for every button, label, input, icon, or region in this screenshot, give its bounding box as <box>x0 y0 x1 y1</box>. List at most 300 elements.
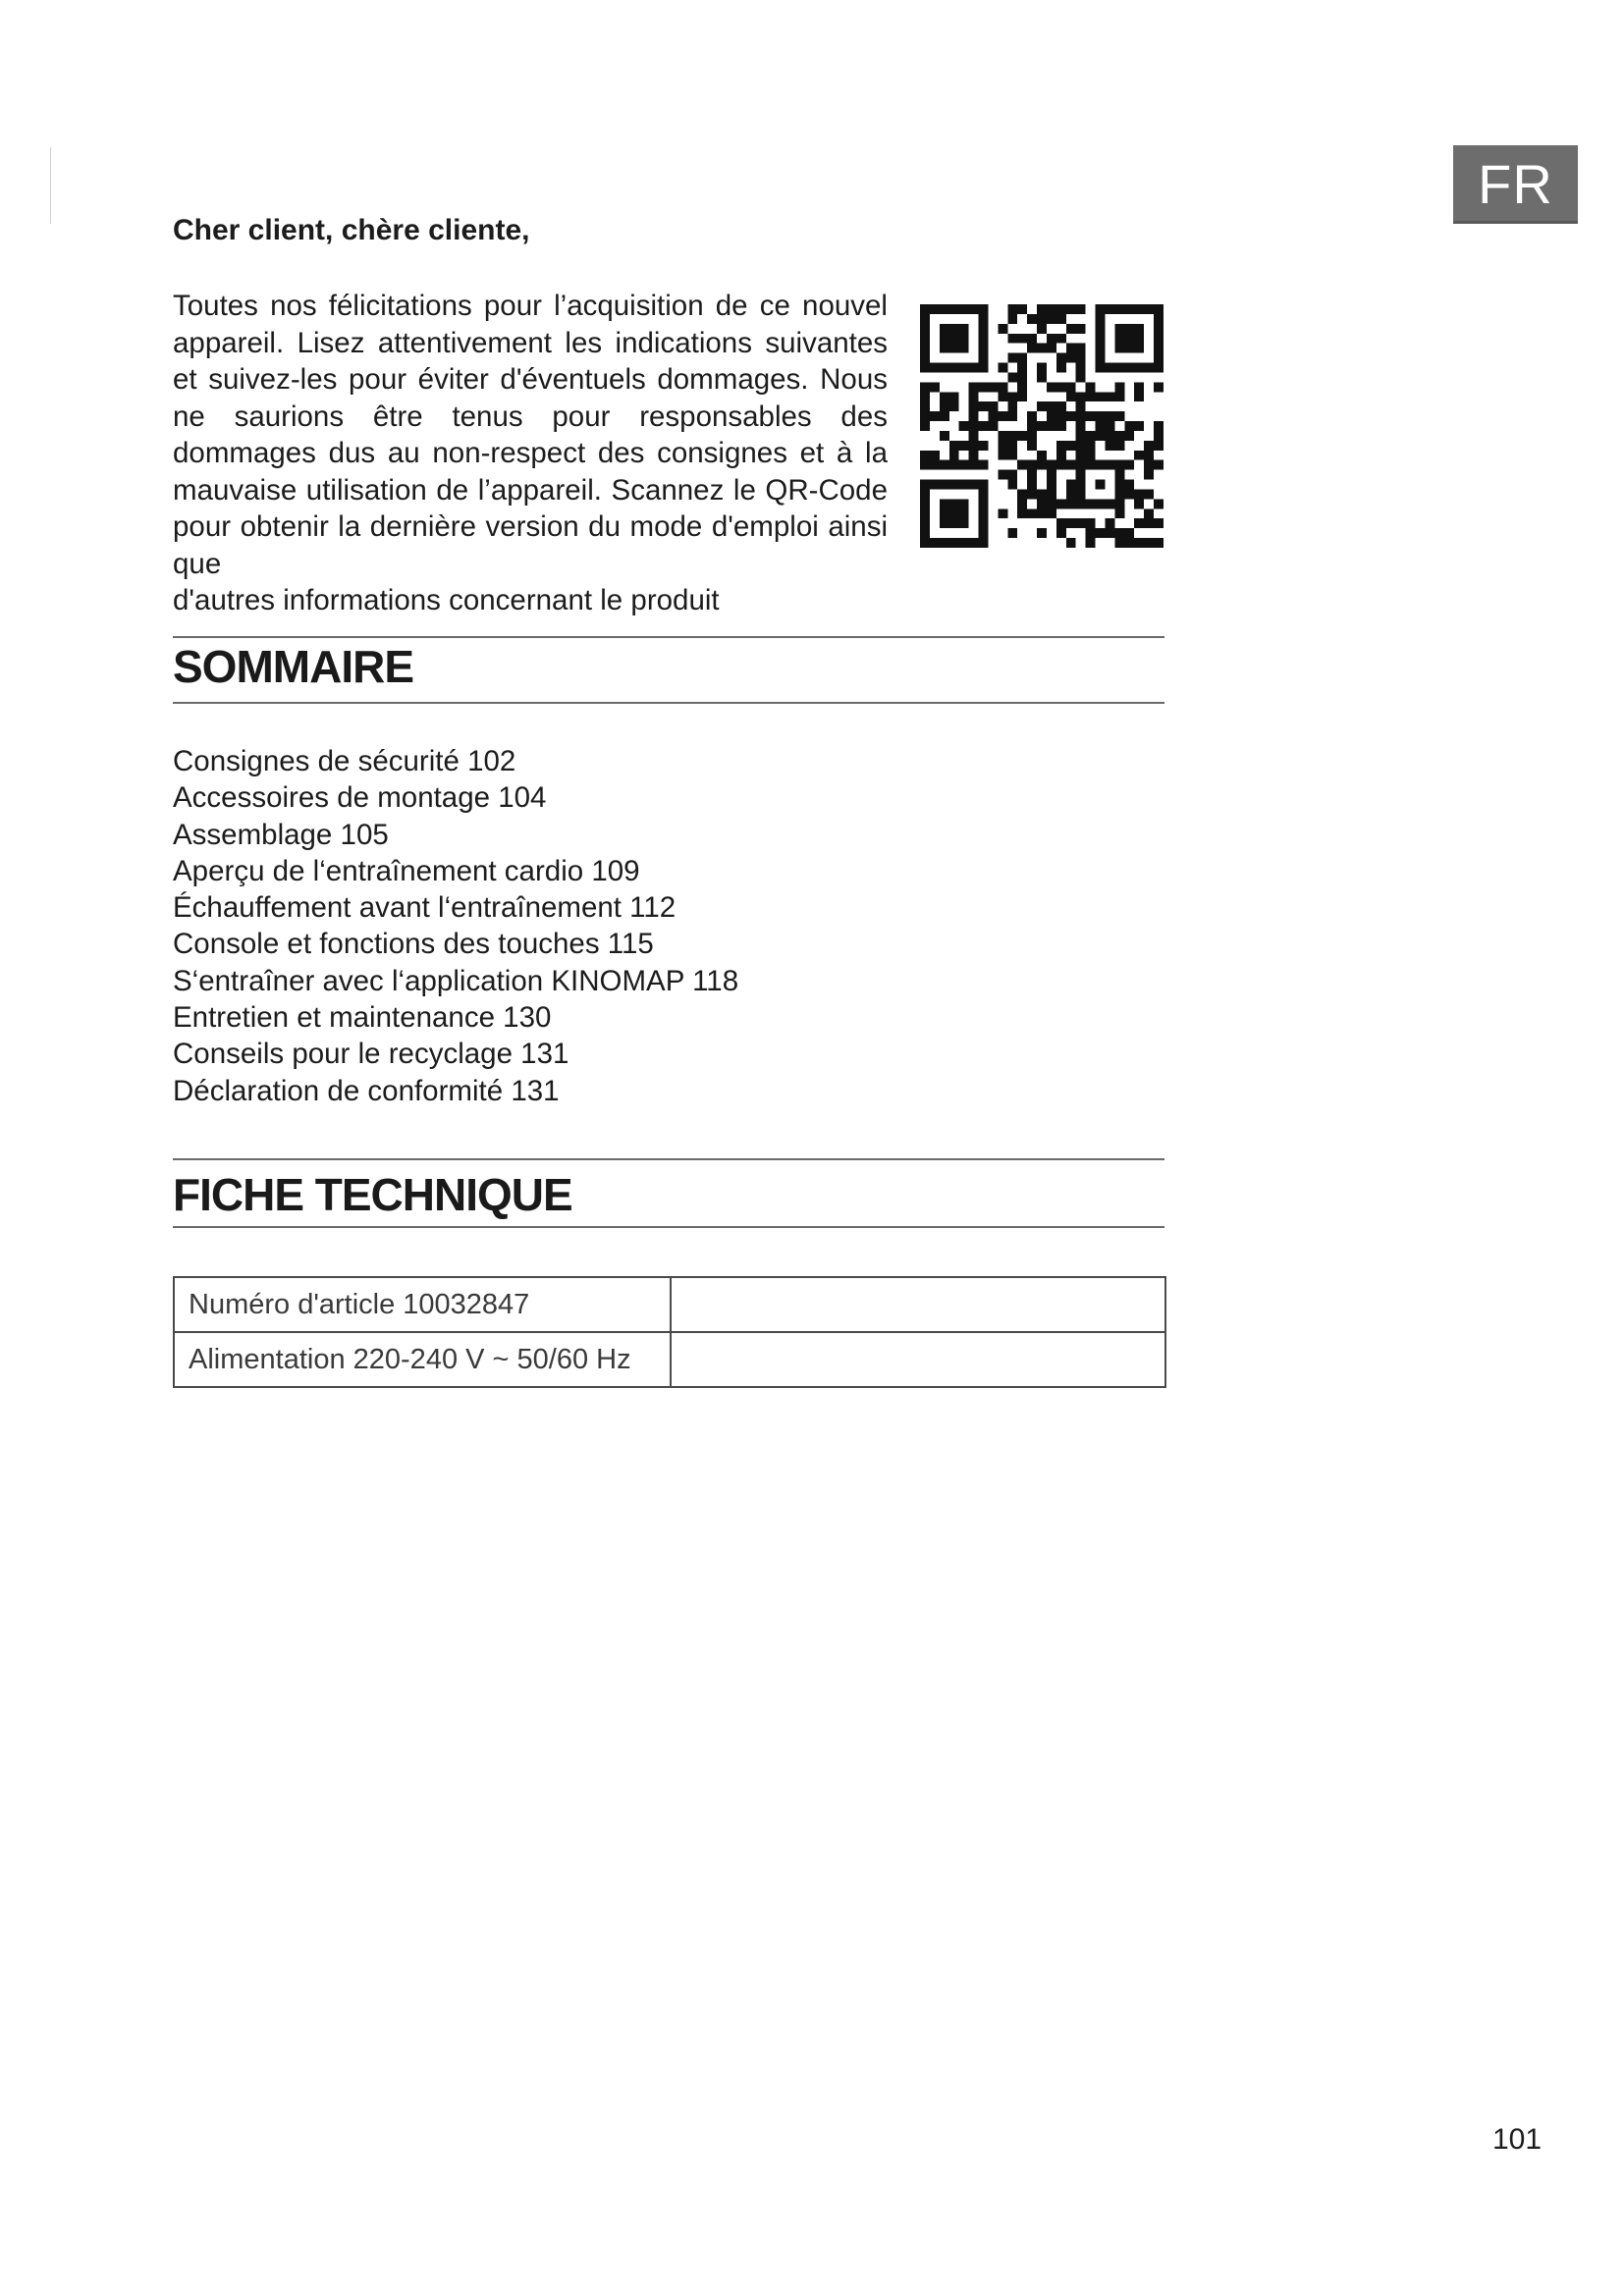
table-of-contents <box>173 743 738 1109</box>
spec-cell <box>671 1332 1165 1387</box>
qr-module <box>979 334 989 344</box>
qr-module <box>1105 392 1114 401</box>
qr-module <box>1086 538 1096 548</box>
qr-module <box>1105 431 1114 441</box>
qr-module <box>1017 382 1027 392</box>
qr-module <box>979 421 989 431</box>
qr-module <box>1134 518 1144 528</box>
qr-module <box>1017 460 1027 470</box>
toc-item: Entretien et maintenance 130 <box>173 1001 552 1035</box>
qr-module <box>949 538 959 548</box>
qr-module <box>1066 480 1076 490</box>
qr-module <box>949 508 959 518</box>
qr-module <box>998 451 1007 460</box>
qr-module <box>930 538 940 548</box>
qr-module <box>1047 470 1056 480</box>
qr-module <box>920 528 930 538</box>
qr-module <box>1066 441 1076 451</box>
qr-module <box>940 334 949 344</box>
qr-module <box>1056 499 1066 508</box>
qr-module <box>1134 451 1144 460</box>
qr-module <box>1007 480 1017 490</box>
qr-module <box>1114 382 1124 392</box>
qr-module <box>979 324 989 334</box>
qr-module <box>988 411 998 421</box>
qr-module <box>969 411 979 421</box>
qr-module <box>1047 382 1056 392</box>
qr-module <box>1105 528 1114 538</box>
qr-module <box>1096 353 1106 363</box>
qr-module <box>1027 314 1037 324</box>
qr-module <box>940 460 949 470</box>
qr-module <box>1047 344 1056 353</box>
qr-module <box>1047 411 1056 421</box>
qr-module <box>1076 480 1086 490</box>
qr-module <box>940 518 949 528</box>
qr-module <box>1134 421 1144 431</box>
intro-body: Toutes nos félicitations pour l’acquisition de ce nouvel appareil. Lisez attentivement les indications suivantes et suivez-les pour éviter d'éventuels dommages. Nous ne saurions être tenus pour responsables des dommages dus au non-respect des consignes et à la mauvaise utilisation de l’appareil. Scannez le QR-Code pour obtenir la dernière version du mode d'emploi ainsi que <box>173 290 888 580</box>
qr-module <box>920 489 930 499</box>
qr-module <box>1096 392 1106 401</box>
qr-module <box>1056 334 1066 344</box>
qr-module <box>1017 304 1027 314</box>
qr-module <box>1007 528 1017 538</box>
qr-module <box>1114 470 1124 480</box>
qr-module <box>930 363 940 373</box>
qr-module <box>930 480 940 490</box>
qr-module <box>1047 508 1056 518</box>
qr-module <box>1076 411 1086 421</box>
qr-module <box>1076 499 1086 508</box>
qr-module <box>1086 518 1096 528</box>
qr-module <box>1017 353 1027 363</box>
qr-module <box>940 304 949 314</box>
qr-module <box>959 334 969 344</box>
qr-module <box>959 508 969 518</box>
qr-module <box>1027 508 1037 518</box>
qr-module <box>1144 363 1154 373</box>
qr-module <box>998 470 1007 480</box>
qr-module <box>1017 431 1027 441</box>
qr-module <box>1056 441 1066 451</box>
qr-module <box>979 480 989 490</box>
qr-module <box>1096 334 1106 344</box>
qr-module <box>940 344 949 353</box>
qr-module <box>1134 304 1144 314</box>
qr-module <box>1076 324 1086 334</box>
qr-module <box>1144 470 1154 480</box>
qr-module <box>930 304 940 314</box>
qr-module <box>1076 421 1086 431</box>
qr-module <box>1066 382 1076 392</box>
qr-module <box>1056 528 1066 538</box>
qr-module <box>949 460 959 470</box>
qr-module <box>1114 324 1124 334</box>
qr-module <box>979 382 989 392</box>
qr-module <box>949 518 959 528</box>
qr-module <box>1056 518 1066 528</box>
qr-module <box>1037 451 1047 460</box>
qr-module <box>979 344 989 353</box>
qr-module <box>1037 314 1047 324</box>
qr-module <box>1124 304 1134 314</box>
qr-module <box>1037 304 1047 314</box>
page-number: 101 <box>1492 2123 1543 2156</box>
qr-module <box>1154 538 1164 548</box>
qr-module <box>1154 460 1164 470</box>
qr-module <box>1096 499 1106 508</box>
qr-module <box>1154 421 1164 431</box>
toc-item: S‘entraîner avec l‘application KINOMAP 118 <box>173 964 739 997</box>
qr-module <box>969 304 979 314</box>
qr-module <box>959 518 969 528</box>
qr-module <box>1007 451 1017 460</box>
qr-module <box>930 382 940 392</box>
qr-module <box>1154 353 1164 363</box>
qr-module <box>1027 334 1037 344</box>
qr-module <box>1027 411 1037 421</box>
qr-module <box>1017 363 1027 373</box>
qr-module <box>1037 528 1047 538</box>
qr-module <box>940 508 949 518</box>
qr-module <box>1076 353 1086 363</box>
qr-module <box>969 460 979 470</box>
qr-module <box>1134 324 1144 334</box>
qr-module <box>1124 489 1134 499</box>
qr-module <box>959 480 969 490</box>
qr-module <box>1047 480 1056 490</box>
qr-module <box>1027 489 1037 499</box>
qr-module <box>940 363 949 373</box>
qr-module <box>1037 421 1047 431</box>
qr-module <box>1056 314 1066 324</box>
qr-module <box>1105 518 1114 528</box>
qr-module <box>1047 334 1056 344</box>
qr-module <box>1076 518 1086 528</box>
qr-module <box>1076 363 1086 373</box>
qr-module <box>959 441 969 451</box>
qr-module <box>1096 314 1106 324</box>
qr-module <box>959 421 969 431</box>
qr-module <box>1114 392 1124 401</box>
qr-module <box>949 441 959 451</box>
qr-module <box>1096 480 1106 490</box>
qr-module <box>1056 451 1066 460</box>
intro-last-line: d'autres informations concernant le produit <box>173 584 720 616</box>
qr-module <box>920 508 930 518</box>
qr-module <box>1056 401 1066 411</box>
qr-module <box>1017 489 1027 499</box>
qr-module <box>1134 538 1144 548</box>
qr-module <box>920 421 930 431</box>
qr-module <box>1144 304 1154 314</box>
toc-item: Accessoires de montage 104 <box>173 781 547 815</box>
sommaire-bottom-rule <box>173 702 1164 704</box>
qr-module <box>1066 353 1076 363</box>
qr-module <box>920 401 930 411</box>
qr-module <box>940 401 949 411</box>
toc-item: Assemblage 105 <box>173 818 389 851</box>
qr-module <box>920 499 930 508</box>
qr-module <box>1007 411 1017 421</box>
qr-module <box>1105 411 1114 421</box>
qr-module <box>1076 372 1086 382</box>
qr-module <box>1076 401 1086 411</box>
qr-module <box>930 460 940 470</box>
qr-module <box>1114 508 1124 518</box>
qr-module <box>998 363 1007 373</box>
qr-module <box>920 353 930 363</box>
qr-module <box>969 421 979 431</box>
qr-module <box>979 363 989 373</box>
qr-module <box>1154 441 1164 451</box>
margin-rule <box>50 147 51 224</box>
spec-table <box>173 1276 1166 1388</box>
qr-module <box>1056 304 1066 314</box>
qr-module <box>1096 460 1106 470</box>
qr-module <box>1076 304 1086 314</box>
qr-module <box>1027 460 1037 470</box>
qr-module <box>1096 528 1106 538</box>
qr-module <box>949 304 959 314</box>
qr-module <box>920 392 930 401</box>
qr-module <box>1096 431 1106 441</box>
qr-module <box>1037 363 1047 373</box>
qr-module <box>1124 528 1134 538</box>
qr-module <box>1047 489 1056 499</box>
qr-module <box>1114 411 1124 421</box>
qr-module <box>969 431 979 441</box>
qr-module <box>969 538 979 548</box>
qr-module <box>979 528 989 538</box>
qr-module <box>1154 314 1164 324</box>
qr-module <box>1086 460 1096 470</box>
qr-module <box>1154 324 1164 334</box>
fiche-bottom-rule <box>173 1226 1164 1228</box>
qr-module <box>1086 451 1096 460</box>
qr-module <box>1086 392 1096 401</box>
qr-module <box>1124 324 1134 334</box>
qr-module <box>1114 344 1124 353</box>
qr-module <box>979 518 989 528</box>
qr-module <box>979 353 989 363</box>
qr-module <box>920 304 930 314</box>
qr-module <box>1096 304 1106 314</box>
qr-module <box>988 401 998 411</box>
qr-module <box>959 538 969 548</box>
qr-module <box>930 411 940 421</box>
qr-module <box>969 451 979 460</box>
qr-module <box>940 431 949 441</box>
qr-module <box>1154 499 1164 508</box>
qr-module <box>988 421 998 431</box>
qr-module <box>920 324 930 334</box>
qr-module <box>1066 392 1076 401</box>
qr-module <box>1037 324 1047 334</box>
qr-module <box>949 392 959 401</box>
sommaire-title: SOMMAIRE <box>173 641 413 692</box>
spec-cell: Numéro d'article 10032847 <box>174 1277 671 1332</box>
qr-module <box>979 314 989 324</box>
spec-cell <box>671 1277 1165 1332</box>
qr-module <box>1105 421 1114 431</box>
qr-module <box>998 431 1007 441</box>
qr-module <box>1037 344 1047 353</box>
qr-module <box>998 392 1007 401</box>
qr-module <box>920 382 930 392</box>
qr-module <box>1037 460 1047 470</box>
qr-module <box>1154 431 1164 441</box>
qr-module <box>1027 431 1037 441</box>
toc-item: Échauffement avant l‘entraînement 112 <box>173 891 677 925</box>
qr-module <box>959 304 969 314</box>
qr-module <box>949 324 959 334</box>
spec-cell: Alimentation 220-240 V ~ 50/60 Hz <box>174 1332 671 1387</box>
qr-module <box>1066 489 1076 499</box>
qr-module <box>1144 441 1154 451</box>
qr-module <box>959 344 969 353</box>
qr-module <box>1105 304 1114 314</box>
qr-module <box>1154 363 1164 373</box>
qr-module <box>1047 421 1056 431</box>
qr-module <box>1027 421 1037 431</box>
qr-module <box>1144 451 1154 460</box>
qr-module <box>1027 480 1037 490</box>
qr-module <box>930 451 940 460</box>
qr-module <box>1037 489 1047 499</box>
qr-module <box>1144 518 1154 528</box>
qr-module <box>1114 489 1124 499</box>
qr-module <box>1096 411 1106 421</box>
qr-module <box>1096 324 1106 334</box>
qr-module <box>1017 499 1027 508</box>
qr-module <box>1114 334 1124 344</box>
qr-module <box>998 324 1007 334</box>
qr-module <box>1154 344 1164 353</box>
qr-module <box>1134 499 1144 508</box>
qr-module <box>1066 344 1076 353</box>
qr-module <box>1017 508 1027 518</box>
qr-module <box>949 401 959 411</box>
qr-module <box>959 499 969 508</box>
qr-module <box>1037 499 1047 508</box>
qr-module <box>979 441 989 451</box>
sommaire-top-rule <box>173 636 1164 638</box>
qr-module <box>1007 470 1017 480</box>
qr-module <box>1144 489 1154 499</box>
qr-module <box>1134 382 1144 392</box>
qr-module <box>1076 489 1086 499</box>
qr-module <box>969 392 979 401</box>
qr-module <box>998 441 1007 451</box>
qr-module <box>1066 304 1076 314</box>
qr-module <box>969 363 979 373</box>
qr-module <box>1124 421 1134 431</box>
qr-module <box>1076 344 1086 353</box>
qr-module <box>1134 489 1144 499</box>
qr-module <box>959 324 969 334</box>
qr-module <box>1096 421 1106 431</box>
qr-module <box>920 411 930 421</box>
qr-module <box>1007 441 1017 451</box>
qr-module <box>1114 431 1124 441</box>
qr-module <box>940 480 949 490</box>
qr-module <box>979 499 989 508</box>
qr-module <box>1047 499 1056 508</box>
qr-module <box>1007 314 1017 324</box>
qr-module <box>1027 470 1037 480</box>
qr-module <box>1056 421 1066 431</box>
qr-module <box>969 382 979 392</box>
toc-item: Déclaration de conformité 131 <box>173 1074 560 1107</box>
qr-module <box>1105 460 1114 470</box>
qr-module <box>1086 382 1096 392</box>
qr-module <box>1007 353 1017 363</box>
qr-module <box>1066 499 1076 508</box>
qr-module <box>1144 508 1154 518</box>
table-row <box>174 1277 1165 1332</box>
qr-module <box>1076 470 1086 480</box>
qr-module <box>1114 304 1124 314</box>
qr-module <box>1007 431 1017 441</box>
qr-module <box>1007 334 1017 344</box>
qr-module <box>1017 372 1027 382</box>
greeting: Cher client, chère cliente, <box>173 214 530 246</box>
qr-module <box>1105 441 1114 451</box>
qr-module <box>1086 499 1096 508</box>
qr-module <box>1056 363 1066 373</box>
qr-module <box>1096 344 1106 353</box>
qr-module <box>1027 344 1037 353</box>
qr-module <box>1047 401 1056 411</box>
qr-module <box>920 460 930 470</box>
qr-module <box>1017 392 1027 401</box>
qr-module <box>949 344 959 353</box>
qr-module <box>1056 460 1066 470</box>
qr-module <box>920 344 930 353</box>
qr-module <box>1124 344 1134 353</box>
intro-paragraph <box>173 288 888 619</box>
qr-module <box>1124 460 1134 470</box>
qr-module <box>1037 401 1047 411</box>
qr-module <box>1066 460 1076 470</box>
qr-module <box>1114 538 1124 548</box>
qr-module <box>1105 363 1114 373</box>
qr-module <box>1114 441 1124 451</box>
qr-module <box>979 489 989 499</box>
qr-module <box>1114 528 1124 538</box>
qr-module <box>1134 344 1144 353</box>
qr-module <box>920 480 930 490</box>
toc-item: Conseils pour le recyclage 131 <box>173 1038 569 1071</box>
qr-module <box>940 392 949 401</box>
qr-module <box>1027 441 1037 451</box>
qr-module <box>940 499 949 508</box>
qr-module <box>979 304 989 314</box>
qr-module <box>1134 363 1144 373</box>
toc-item: Console et fonctions des touches 115 <box>173 928 654 961</box>
qr-module <box>1047 460 1056 470</box>
qr-module <box>1154 334 1164 344</box>
qr-module <box>959 363 969 373</box>
qr-module <box>1086 431 1096 441</box>
qr-module <box>1114 499 1124 508</box>
qr-module <box>1076 392 1086 401</box>
qr-code-icon <box>920 304 1164 548</box>
qr-module <box>1154 304 1164 314</box>
qr-module <box>1017 334 1027 344</box>
qr-module <box>1124 334 1134 344</box>
